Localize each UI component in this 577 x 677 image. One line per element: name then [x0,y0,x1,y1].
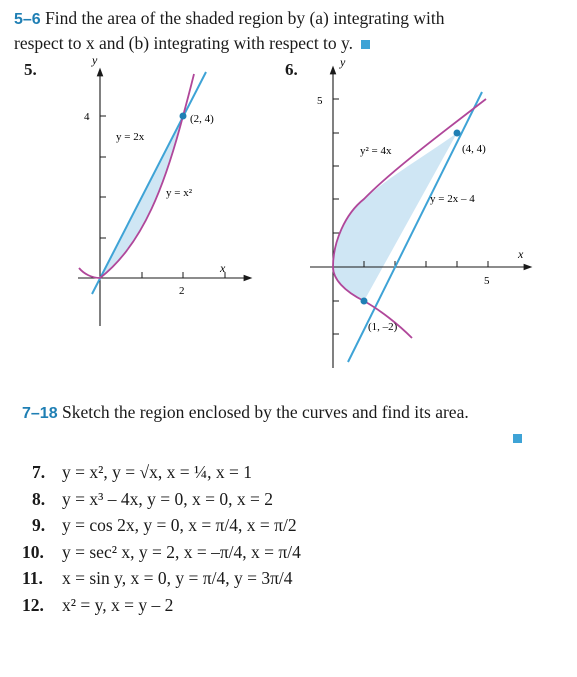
line-y-2x [92,72,206,294]
axis-label-y-5: y [92,53,98,67]
tick-label-x-5: 2 [179,285,185,297]
section-7-18-text: Sketch the region enclosed by the curves and find its area. [61,402,469,422]
problem-12: 12. x² = y, x = y – 2 [22,594,174,615]
section-number-2: 7–18 [22,405,58,422]
section-number: 5–6 [14,11,41,28]
header-line-1: Find the area of the shaded region by (a) integrating with [45,8,445,28]
problem-10: 10. y = sec² x, y = 2, x = –π/4, x = π/4 [22,541,301,562]
label-y2-4x: y² = 4x [360,145,392,157]
problem-11: 11. x = sin y, x = 0, y = π/4, y = 3π/4 [22,568,293,588]
parabola-y-x2 [79,74,194,278]
exercise-square-icon-2 [513,434,522,443]
section-5-6-header [14,6,445,32]
graph-problem-6 [300,55,540,382]
point-4-4 [454,130,461,137]
label-y-x2: y = x² [166,187,193,199]
point-1-neg2 [361,298,368,305]
problem-7: 7. y = x², y = √x, x = ¼, x = 1 [32,462,252,482]
label-y-2x: y = 2x [116,131,145,143]
axis-label-x-6: x [518,247,524,261]
header-line-2: respect to x and (b) integrating with respect to y. [14,33,354,53]
axis-label-y-6: y [340,55,346,69]
tick-label-y-5: 4 [84,111,90,123]
graph-problem-5 [70,53,260,330]
problem-8: 8. y = x³ – 4x, y = 0, x = 0, x = 2 [32,488,273,509]
section-5-6-header-line2 [14,31,370,55]
label-point-2-4: (2, 4) [190,113,214,125]
section-7-18-header [22,400,469,426]
problem-6-label: 6. [285,60,298,79]
axis-label-x-5: x [220,261,226,275]
problem-9: 9. y = cos 2x, y = 0, x = π/4, x = π/2 [32,515,297,535]
tick-label-x-6: 5 [484,275,490,287]
exercise-square-icon [361,40,370,49]
tick-label-y-6: 5 [317,95,323,107]
problem-list [22,459,301,618]
point-2-4 [180,113,187,120]
problem-5-label: 5. [24,60,37,79]
label-y-2x-4: y = 2x – 4 [430,193,475,205]
label-point-1-neg2: (1, –2) [368,321,398,333]
shaded-region-6 [333,133,457,301]
label-point-4-4: (4, 4) [462,143,486,155]
